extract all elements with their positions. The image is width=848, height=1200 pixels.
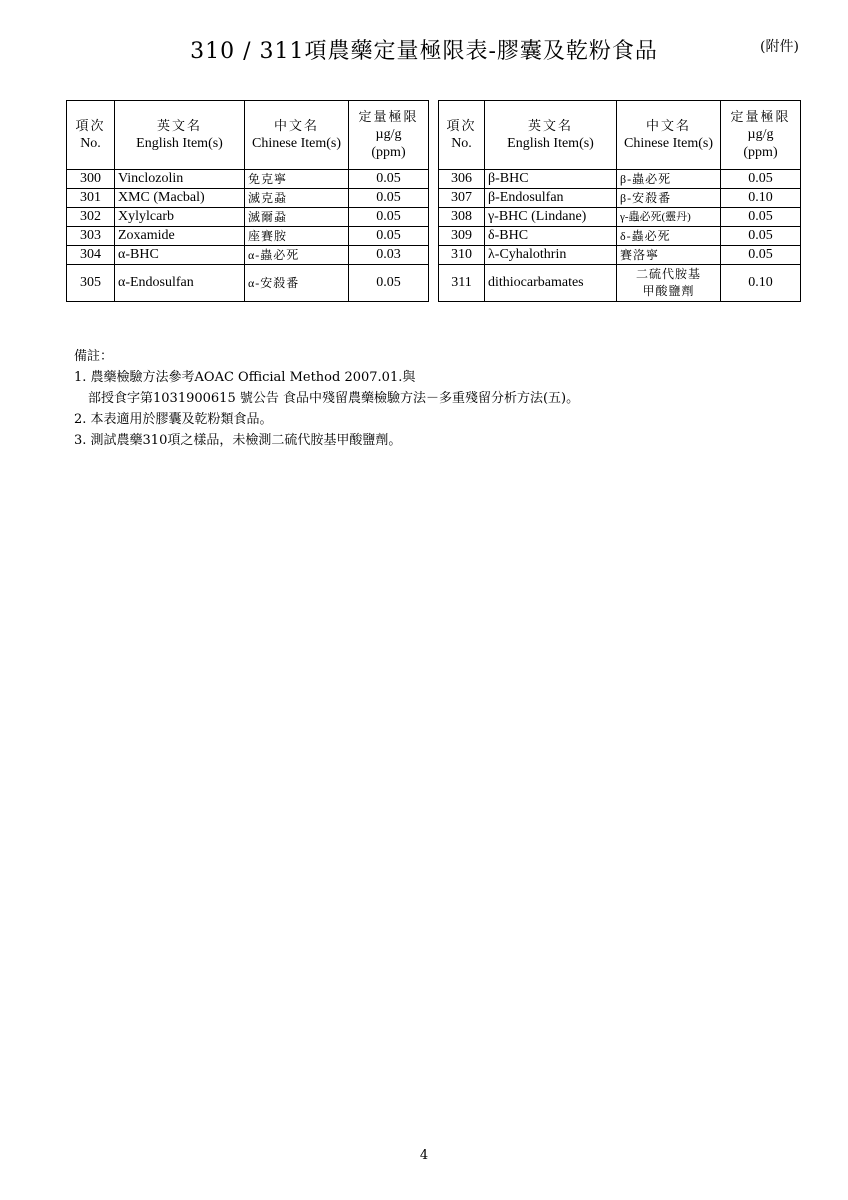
cell-chinese: β-安殺番 — [617, 189, 721, 208]
table-row — [67, 246, 429, 265]
note-item: 1. 農藥檢驗方法參考AOAC Official Method 2007.01.與 — [74, 370, 416, 385]
table-row — [67, 208, 429, 227]
table-row — [439, 189, 801, 208]
cell-chinese: 賽洛寧 — [617, 246, 721, 265]
cell-chinese: 座賽胺 — [245, 227, 349, 246]
header-no: 項次 No. — [67, 101, 115, 170]
page-number: 4 — [419, 1148, 429, 1163]
table-row — [67, 265, 429, 302]
table-header-row — [67, 101, 429, 170]
cell-chinese: 滅爾蝨 — [245, 208, 349, 227]
cell-no: 304 — [67, 246, 115, 265]
cell-chinese: γ-蟲必死(靈丹) — [617, 208, 721, 227]
cell-no: 311 — [439, 265, 485, 302]
cell-no: 302 — [67, 208, 115, 227]
cell-chinese: α-安殺番 — [245, 265, 349, 302]
cell-limit: 0.10 — [721, 189, 801, 208]
cell-chinese: 滅克蝨 — [245, 189, 349, 208]
table-row — [67, 189, 429, 208]
cell-limit: 0.05 — [721, 208, 801, 227]
table-row — [439, 227, 801, 246]
cell-limit: 0.10 — [721, 265, 801, 302]
table-row — [67, 227, 429, 246]
notes-section — [74, 346, 579, 451]
header-no: 項次 No. — [439, 101, 485, 170]
note-item: 3. 測試農藥310項之樣品，未檢測二硫代胺基甲酸鹽劑。 — [74, 433, 402, 448]
notes-heading: 備註： — [74, 349, 114, 364]
cell-no: 307 — [439, 189, 485, 208]
table-header-row — [439, 101, 801, 170]
cell-no: 309 — [439, 227, 485, 246]
header-limit: 定量極限 µg/g (ppm) — [349, 101, 429, 170]
pesticide-table-left — [66, 100, 429, 302]
cell-english: β-Endosulfan — [485, 189, 617, 208]
table-row — [439, 265, 801, 302]
cell-english: λ-Cyhalothrin — [485, 246, 617, 265]
page-title: 310 / 311項農藥定量極限表-膠囊及乾粉食品 — [190, 39, 658, 64]
cell-english: Vinclozolin — [115, 170, 245, 189]
cell-no: 310 — [439, 246, 485, 265]
cell-limit: 0.05 — [721, 246, 801, 265]
cell-english: Xylylcarb — [115, 208, 245, 227]
pesticide-table-right — [438, 100, 801, 302]
cell-no: 301 — [67, 189, 115, 208]
table-row — [439, 170, 801, 189]
cell-chinese: 免克寧 — [245, 170, 349, 189]
cell-limit: 0.05 — [349, 227, 429, 246]
cell-chinese: β-蟲必死 — [617, 170, 721, 189]
cell-no: 305 — [67, 265, 115, 302]
cell-english: dithiocarbamates — [485, 265, 617, 302]
cell-english: Zoxamide — [115, 227, 245, 246]
attachment-label: (附件) — [760, 39, 799, 55]
header-english-item: 英文名 English Item(s) — [115, 101, 245, 170]
table-row — [439, 208, 801, 227]
note-item: 2. 本表適用於膠囊及乾粉類食品。 — [74, 412, 273, 427]
table-row — [67, 170, 429, 189]
cell-limit: 0.05 — [721, 227, 801, 246]
cell-english: α-BHC — [115, 246, 245, 265]
header-english-item: 英文名 English Item(s) — [485, 101, 617, 170]
cell-no: 308 — [439, 208, 485, 227]
cell-limit: 0.05 — [349, 265, 429, 302]
cell-english: XMC (Macbal) — [115, 189, 245, 208]
cell-no: 306 — [439, 170, 485, 189]
cell-english: δ-BHC — [485, 227, 617, 246]
cell-chinese: α-蟲必死 — [245, 246, 349, 265]
header-chinese-item: 中文名 Chinese Item(s) — [245, 101, 349, 170]
cell-chinese: δ-蟲必死 — [617, 227, 721, 246]
cell-english: β-BHC — [485, 170, 617, 189]
cell-english: α-Endosulfan — [115, 265, 245, 302]
table-row — [439, 246, 801, 265]
cell-limit: 0.05 — [349, 170, 429, 189]
cell-no: 300 — [67, 170, 115, 189]
cell-english: γ-BHC (Lindane) — [485, 208, 617, 227]
cell-limit: 0.03 — [349, 246, 429, 265]
header-limit: 定量極限 µg/g (ppm) — [721, 101, 801, 170]
note-item: 部授食字第1031900615 號公告 食品中殘留農藥檢驗方法－多重殘留分析方法(五)。 — [88, 391, 580, 406]
cell-chinese: 二硫代胺基甲酸鹽劑 — [617, 265, 721, 302]
cell-no: 303 — [67, 227, 115, 246]
header-chinese-item: 中文名 Chinese Item(s) — [617, 101, 721, 170]
cell-limit: 0.05 — [349, 208, 429, 227]
cell-limit: 0.05 — [349, 189, 429, 208]
cell-limit: 0.05 — [721, 170, 801, 189]
